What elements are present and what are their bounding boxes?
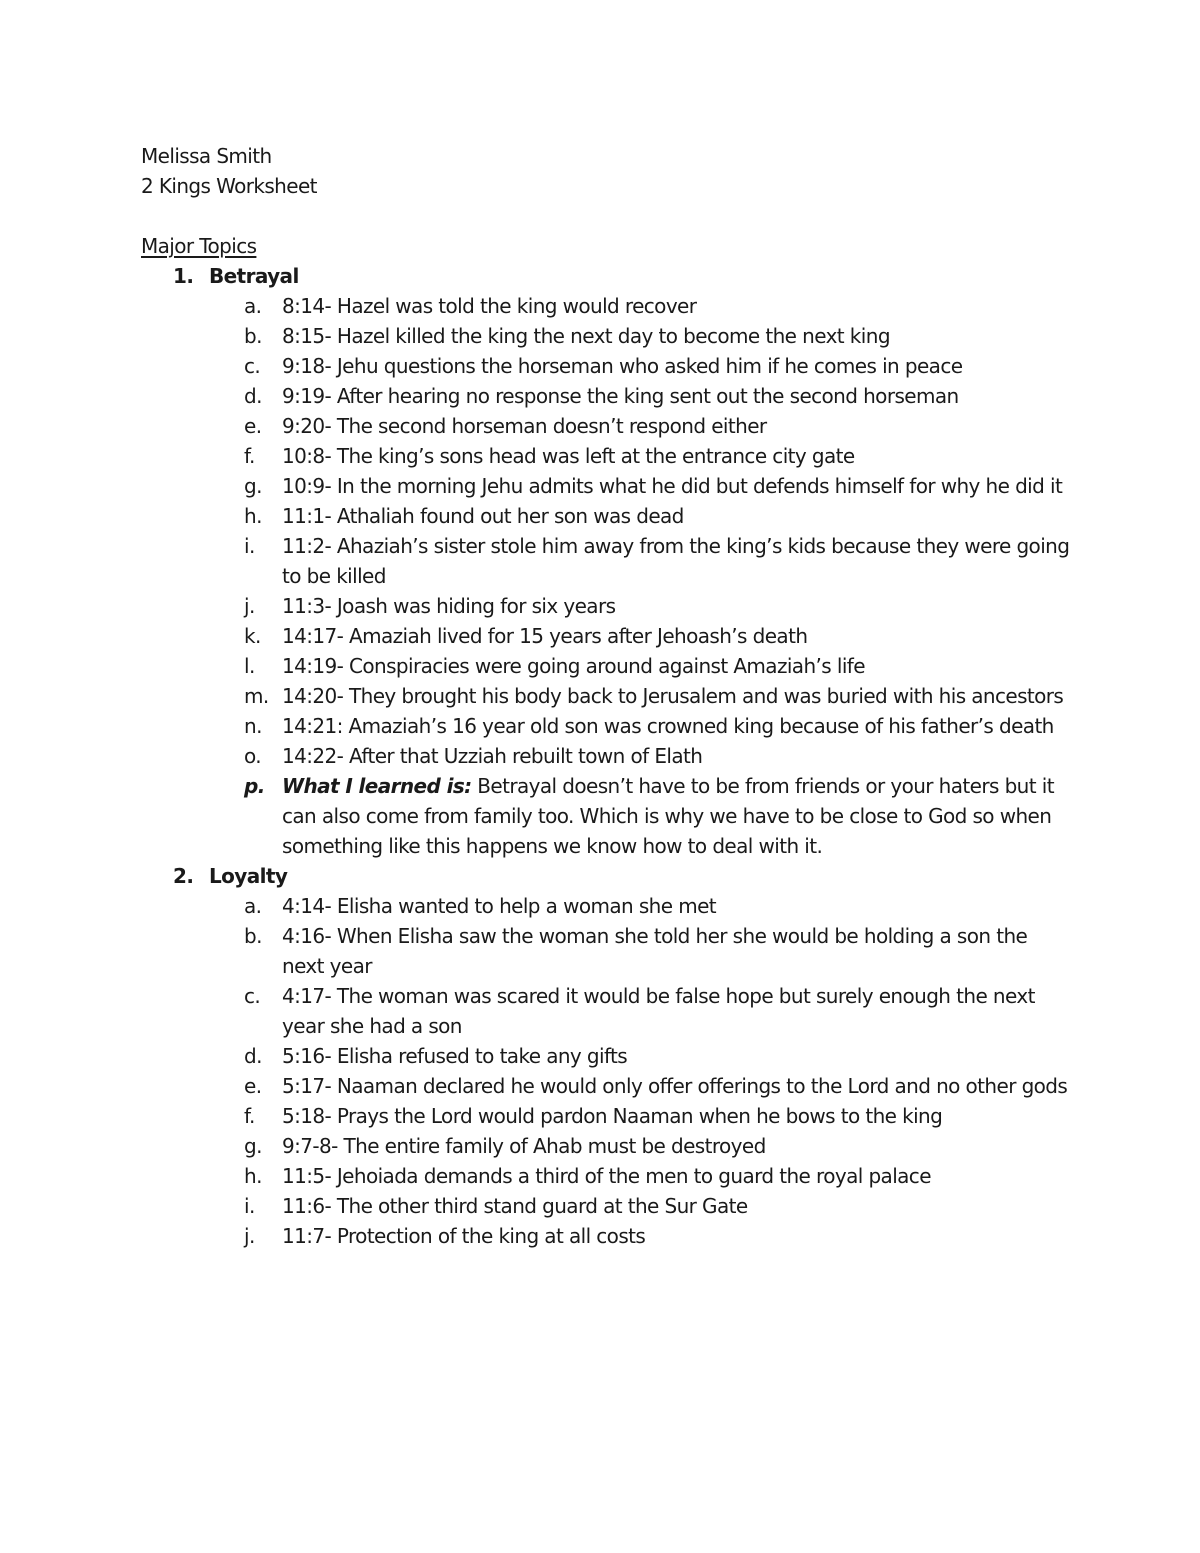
item-text: 8:15- Hazel killed the king the next day to become the next king: [282, 324, 890, 348]
list-item: [141, 1041, 1081, 1071]
author-name: Melissa Smith: [141, 144, 272, 168]
list-item: [141, 1071, 1081, 1101]
item-letter: p.: [244, 774, 265, 798]
list-item: [141, 291, 1081, 321]
item-text: 14:22- After that Uzziah rebuilt town of Elath: [282, 744, 703, 768]
item-letter: e.: [244, 1074, 262, 1098]
list-item: [141, 621, 1081, 651]
item-text: 9:7-8- The entire family of Ahab must be destroyed: [282, 1134, 766, 1158]
list-item: [141, 681, 1081, 711]
learned-lead: What I learned is:: [282, 774, 472, 798]
list-item: [141, 1191, 1081, 1221]
section-heading: Major Topics: [141, 234, 257, 258]
list-item: [141, 741, 1081, 771]
list-item: [141, 591, 1081, 621]
item-letter: b.: [244, 324, 262, 348]
list-item: [141, 651, 1081, 681]
item-text: 5:18- Prays the Lord would pardon Naaman when he bows to the king: [282, 1104, 943, 1128]
list-item: [141, 1161, 1081, 1191]
item-letter: l.: [244, 654, 255, 678]
item-text: 8:14- Hazel was told the king would recover: [282, 294, 697, 318]
item-text: 10:8- The king’s sons head was left at the entrance city gate: [282, 444, 855, 468]
list-item: [141, 441, 1081, 471]
item-letter: j.: [244, 594, 255, 618]
item-text: 14:17- Amaziah lived for 15 years after Jehoash’s death: [282, 624, 808, 648]
list-item: [141, 1101, 1081, 1131]
item-text: 9:19- After hearing no response the king sent out the second horseman: [282, 384, 959, 408]
item-letter: b.: [244, 924, 262, 948]
topic-title: Betrayal: [209, 264, 299, 288]
item-text: 14:20- They brought his body back to Jerusalem and was buried with his ancestors: [282, 684, 1064, 708]
topic-number: 2.: [173, 864, 194, 888]
topic-list-loyalty: [141, 891, 1081, 1251]
item-letter: a.: [244, 294, 262, 318]
item-letter: d.: [244, 1044, 262, 1068]
item-letter: i.: [244, 534, 255, 558]
item-letter: j.: [244, 1224, 255, 1248]
item-text: [282, 771, 1072, 861]
item-letter: c.: [244, 354, 261, 378]
list-item: [141, 471, 1081, 501]
item-text: 5:16- Elisha refused to take any gifts: [282, 1044, 628, 1068]
list-item: [141, 321, 1081, 351]
topic-heading-loyalty: [141, 861, 1081, 891]
item-text: 11:3- Joash was hiding for six years: [282, 594, 616, 618]
list-item: [141, 1221, 1081, 1251]
item-text: 11:7- Protection of the king at all costs: [282, 1224, 646, 1248]
topic-number: 1.: [173, 264, 194, 288]
item-text: 14:19- Conspiracies were going around against Amaziah’s life: [282, 654, 865, 678]
list-item: [141, 531, 1081, 591]
item-letter: g.: [244, 474, 262, 498]
item-letter: f.: [244, 1104, 255, 1128]
item-letter: d.: [244, 384, 262, 408]
item-text: 11:6- The other third stand guard at the Sur Gate: [282, 1194, 748, 1218]
list-item: [141, 501, 1081, 531]
item-letter: k.: [244, 624, 261, 648]
list-item: [141, 1131, 1081, 1161]
learned-body: Betrayal doesn’t have to be from friends or your haters but it can also come from family too. Which is why we have to be close to God so when something like this happens we know how to deal with it.: [282, 774, 1054, 858]
item-text: 4:16- When Elisha saw the woman she told her she would be holding a son the next year: [282, 924, 1028, 978]
blank-line: [141, 201, 1081, 231]
item-text: 4:14- Elisha wanted to help a woman she met: [282, 894, 717, 918]
item-text: 5:17- Naaman declared he would only offer offerings to the Lord and no other gods: [282, 1074, 1068, 1098]
item-text: 11:5- Jehoiada demands a third of the men to guard the royal palace: [282, 1164, 931, 1188]
item-text: 11:1- Athaliah found out her son was dead: [282, 504, 684, 528]
item-text: 4:17- The woman was scared it would be false hope but surely enough the next year she had a son: [282, 984, 1035, 1038]
document-page: [141, 141, 1081, 1251]
list-item: [141, 921, 1081, 981]
list-item-learned: [141, 771, 1081, 861]
item-text: 11:2- Ahaziah’s sister stole him away from the king’s kids because they were going to be killed: [282, 534, 1070, 588]
item-letter: i.: [244, 1194, 255, 1218]
list-item: [141, 381, 1081, 411]
list-item: [141, 711, 1081, 741]
document-title: 2 Kings Worksheet: [141, 174, 317, 198]
item-letter: n.: [244, 714, 262, 738]
topic-list-betrayal: [141, 291, 1081, 861]
item-letter: h.: [244, 504, 262, 528]
list-item: [141, 411, 1081, 441]
item-text: 9:18- Jehu questions the horseman who asked him if he comes in peace: [282, 354, 963, 378]
item-letter: e.: [244, 414, 262, 438]
item-text: 10:9- In the morning Jehu admits what he did but defends himself for why he did it: [282, 474, 1063, 498]
item-letter: c.: [244, 984, 261, 1008]
list-item: [141, 981, 1081, 1041]
list-item: [141, 891, 1081, 921]
item-text: 9:20- The second horseman doesn’t respond either: [282, 414, 767, 438]
item-text: 14:21: Amaziah’s 16 year old son was crowned king because of his father’s death: [282, 714, 1054, 738]
item-letter: o.: [244, 744, 262, 768]
topic-title: Loyalty: [209, 864, 288, 888]
item-letter: f.: [244, 444, 255, 468]
list-item: [141, 351, 1081, 381]
item-letter: a.: [244, 894, 262, 918]
item-letter: m.: [244, 684, 269, 708]
item-letter: g.: [244, 1134, 262, 1158]
item-letter: h.: [244, 1164, 262, 1188]
topic-heading-betrayal: [141, 261, 1081, 291]
